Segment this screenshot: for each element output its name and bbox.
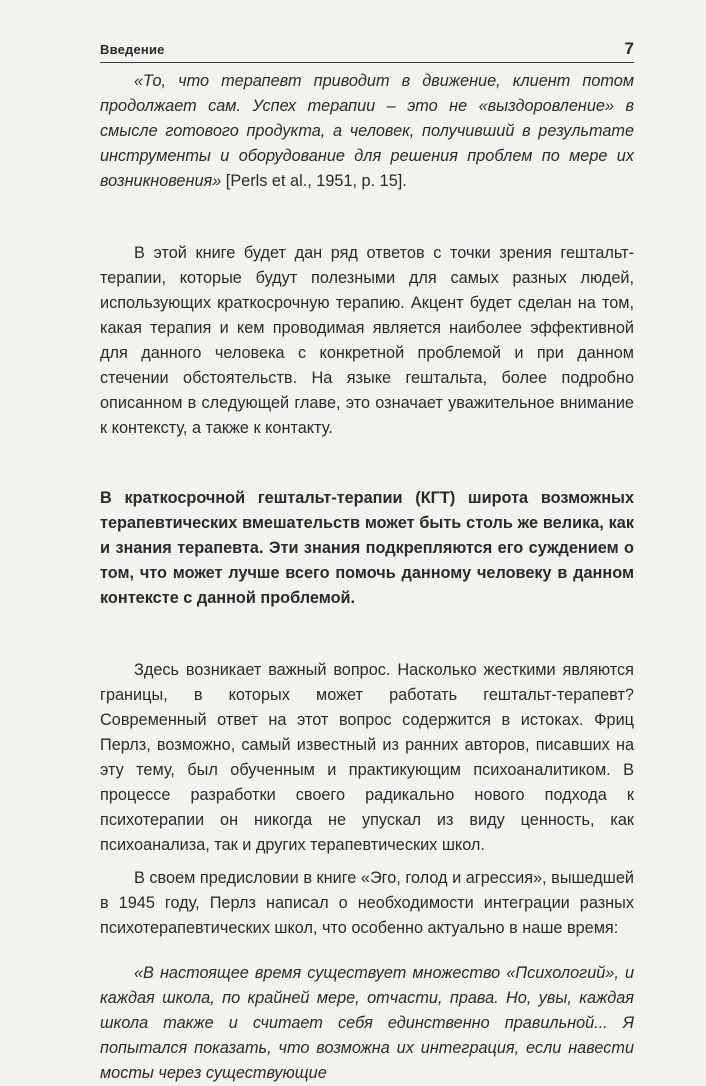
paragraph-book-answers: В этой книге будет дан ряд ответов с точки зрения гештальт-терапии, которые будут полезными для самых разных людей, использующих краткосрочную терапию. Акцент будет сделан на том, какая терапия и кем проводимая является наиболее эффективной для данного человека с конкретной проблемой и при данном стечении обстоятельств. На языке гештальта, более подробно описанном в следующей главе, это означает уважительное внимание к контексту, а также к контакту. (100, 244, 634, 437)
paragraph-important-question: Здесь возникает важный вопрос. Насколько жесткими являются границы, в которых может работать гештальт-терапевт? Современный ответ на этот вопрос содержится в истоках. Фриц Перлз, возможно, самый известный из ранних авторов, писавших на эту тему, был обученным и практикующим психоаналитиком. В процессе разработки своего радикально нового подхода к психотерапии он никогда не упускал из виду ценность, как психоанализа, так и других терапевтических школ. (100, 661, 634, 854)
section-title: Введение (100, 42, 165, 57)
page-body (100, 69, 634, 1086)
opening-quote-text: «То, что терапевт приводит в движение, клиент потом продолжает сам. Успех терапии – это не «выздоровление» в смысле готового продукта, а человек, получивший в результате инструменты и оборудование для решения проблем по мере их возникновения» (100, 72, 634, 190)
page-number: 7 (624, 39, 634, 58)
opening-quote (100, 69, 634, 194)
paragraph-perls-preface: В своем предисловии в книге «Эго, голод и агрессия», вышедшей в 1945 году, Перлз написал о необходимости интеграции разных психотерапевтических школ, что особенно актуально в наше время: (100, 869, 634, 937)
closing-quote: «В настоящее время существует множество «Психологий», и каждая школа, по крайней мере, отчасти, права. Но, увы, каждая школа также и считает себя единственно правильной... Я попытался показать, что возможна их интеграция, если навести мосты через существующие (100, 964, 634, 1082)
paragraph-kgt-highlight: В краткосрочной гештальт-терапии (КГТ) широта возможных терапевтических вмешательств может быть столь же велика, как и знания терапевта. Эти знания подкрепляются его суждением о том, что может лучше всего помочь данному человеку в данном контексте с данной проблемой. (100, 489, 634, 607)
opening-quote-citation: [Perls et al., 1951, p. 15]. (221, 172, 407, 190)
running-header (100, 36, 634, 63)
